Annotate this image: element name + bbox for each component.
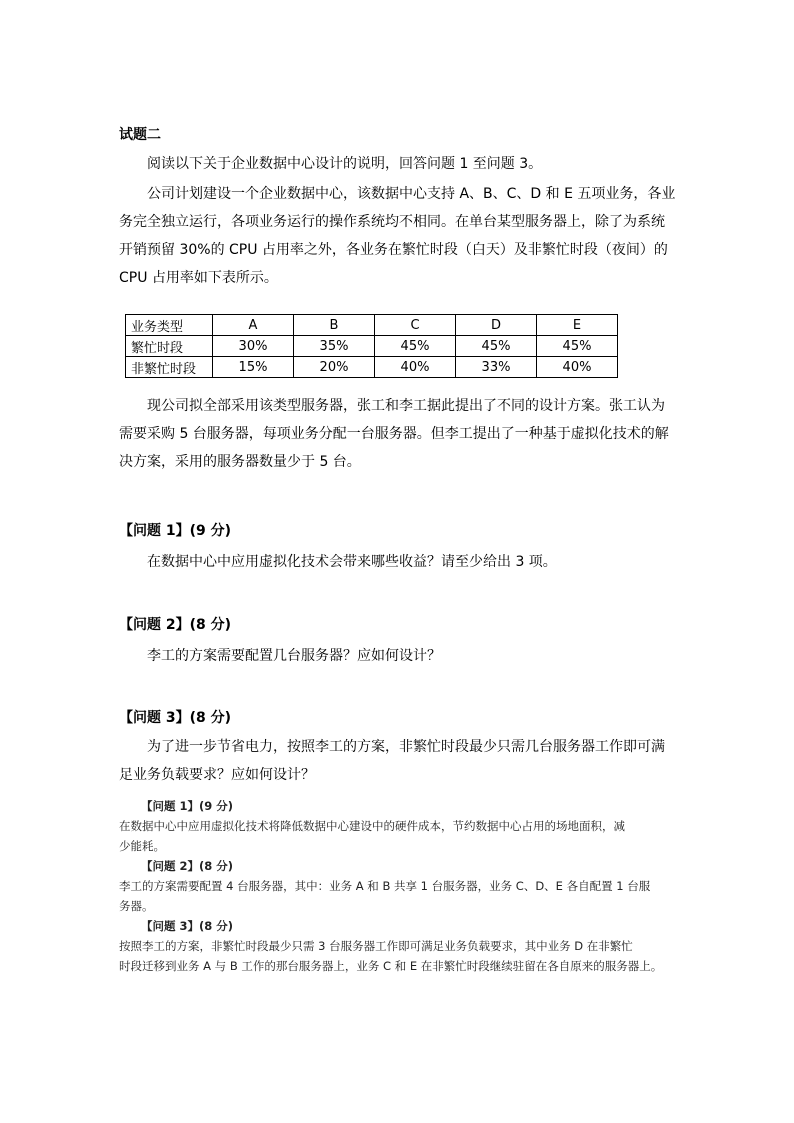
table-header-cell: A — [213, 315, 294, 336]
text-line: 足业务负载要求？应如何设计？ — [119, 767, 315, 783]
table-header-cell: B — [294, 315, 375, 336]
answer-line: 务器。 — [119, 899, 154, 913]
text-line: CPU 占用率如下表所示。 — [119, 270, 278, 286]
answer-line: 李工的方案需要配置 4 台服务器，其中：业务 A 和 B 共享 1 台服务器，业务 C、D、E 各自配置 1 台服 — [119, 879, 651, 893]
table-header-cell: 业务类型 — [126, 315, 213, 336]
table-cell: 20% — [294, 357, 375, 378]
table-cell: 45% — [375, 336, 456, 357]
answer-3-heading: 【问题 3】(8 分) — [141, 919, 234, 933]
answer-line: 时段迁移到业务 A 与 B 工作的那台服务器上，业务 C 和 E 在非繁忙时段继续驻留在各自原来的服务器上。 — [119, 959, 663, 973]
question-1-heading: 【问题 1】(9 分) — [119, 523, 232, 539]
table-row — [126, 336, 618, 357]
page-title: 试题二 — [119, 127, 161, 143]
answer-line: 在数据中心中应用虚拟化技术将降低数据中心建设中的硬件成本，节约数据中心占用的场地面积，减 — [119, 819, 625, 833]
question-3-heading: 【问题 3】(8 分) — [119, 710, 232, 726]
intro-paragraph: 阅读以下关于企业数据中心设计的说明，回答问题 1 至问题 3。 — [147, 156, 543, 172]
text-line: 务完全独立运行，各项业务运行的操作系统均不相同。在单台某型服务器上，除了为系统 — [119, 214, 665, 230]
question-2-heading: 【问题 2】(8 分) — [119, 617, 232, 633]
table-cell: 40% — [537, 357, 618, 378]
table-cell: 15% — [213, 357, 294, 378]
table-cell: 繁忙时段 — [126, 336, 213, 357]
answer-line: 按照李工的方案，非繁忙时段最少只需 3 台服务器工作即可满足业务负载要求，其中业务 D 在非繁忙 — [119, 939, 633, 953]
answer-2-heading: 【问题 2】(8 分) — [141, 859, 234, 873]
table-cell: 40% — [375, 357, 456, 378]
table-cell: 45% — [456, 336, 537, 357]
table-row — [126, 357, 618, 378]
table-header-cell: E — [537, 315, 618, 336]
table-cell: 45% — [537, 336, 618, 357]
question-2-text: 李工的方案需要配置几台服务器？应如何设计？ — [147, 648, 441, 664]
answer-1-heading: 【问题 1】(9 分) — [141, 799, 234, 813]
table-header-row — [126, 315, 618, 336]
description-paragraph — [119, 180, 679, 292]
question-1-text: 在数据中心中应用虚拟化技术会带来哪些收益？请至少给出 3 项。 — [147, 554, 557, 570]
text-line: 现公司拟全部采用该类型服务器，张工和李工据此提出了不同的设计方案。张工认为 — [147, 398, 665, 414]
table-cell: 30% — [213, 336, 294, 357]
answer-section — [119, 796, 679, 976]
text-line: 决方案，采用的服务器数量少于 5 台。 — [119, 454, 361, 470]
text-line: 公司计划建设一个企业数据中心，该数据中心支持 A、B、C、D 和 E 五项业务，各业 — [147, 186, 676, 202]
text-line: 为了进一步节省电力，按照李工的方案，非繁忙时段最少只需几台服务器工作即可满 — [147, 739, 665, 755]
cpu-usage-table — [125, 314, 618, 378]
question-3-text — [119, 733, 679, 789]
proposal-paragraph — [119, 392, 679, 476]
table-cell: 33% — [456, 357, 537, 378]
text-line: 需要采购 5 台服务器，每项业务分配一台服务器。但李工提出了一种基于虚拟化技术的解 — [119, 426, 669, 442]
text-line: 开销预留 30%的 CPU 占用率之外，各业务在繁忙时段（白天）及非繁忙时段（夜间）的 — [119, 242, 668, 258]
answer-line: 少能耗。 — [119, 839, 165, 853]
table-cell: 非繁忙时段 — [126, 357, 213, 378]
table-header-cell: C — [375, 315, 456, 336]
table-header-cell: D — [456, 315, 537, 336]
table-cell: 35% — [294, 336, 375, 357]
